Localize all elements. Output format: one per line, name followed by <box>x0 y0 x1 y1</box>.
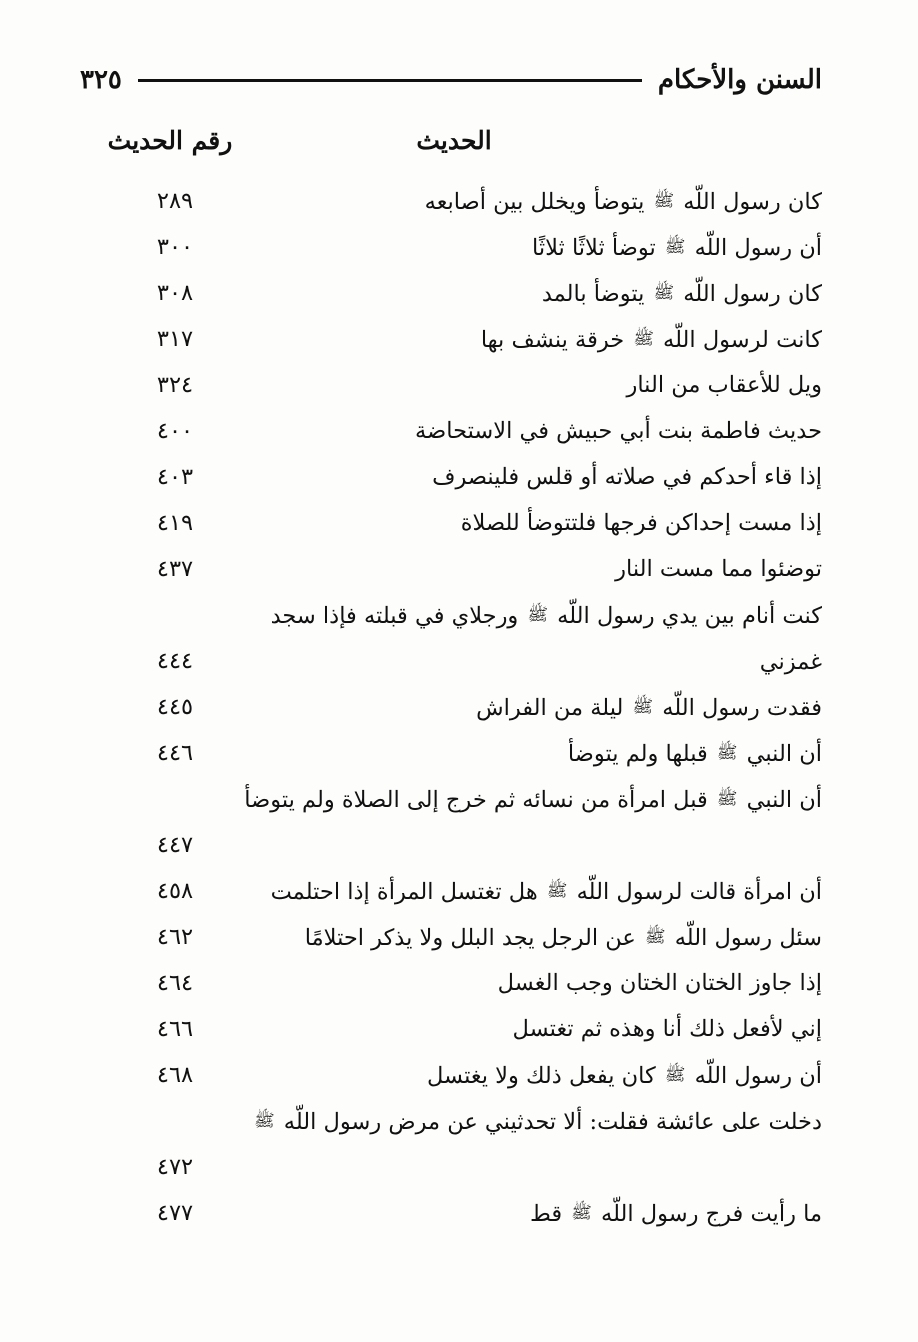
index-row <box>100 362 822 408</box>
salawat-ligature: ﷺ <box>546 881 568 901</box>
hadith-text-part: أن النبي <box>746 787 822 813</box>
salawat-ligature: ﷺ <box>645 927 666 947</box>
index-row <box>100 776 822 868</box>
hadith-text <box>242 1052 822 1099</box>
salawat-ligature: ﷺ <box>716 743 738 763</box>
hadith-text-part: ويل للأعقاب من النار <box>626 372 822 398</box>
hadith-text-part: كنت أنام بين يدي رسول اللّه <box>557 603 822 629</box>
hadith-text-part: أن النبي <box>746 741 822 767</box>
hadith-text-part: حديث فاطمة بنت أبي حبيش في الاستحاضة <box>415 418 822 444</box>
hadith-text <box>242 776 822 823</box>
hadith-text-part: ما رأيت فرج رسول اللّه <box>601 1201 822 1227</box>
hadith-text <box>242 914 822 961</box>
index-row <box>100 454 822 500</box>
index-row <box>100 500 822 546</box>
hadith-number: ٤٠٠ <box>156 418 194 444</box>
index-row <box>100 960 822 1006</box>
index-row <box>100 684 822 730</box>
hadith-index-list <box>100 178 822 1236</box>
hadith-text <box>242 868 822 915</box>
hadith-text-part: قط <box>530 1201 563 1227</box>
running-header <box>80 58 822 102</box>
hadith-text-part: دخلت على عائشة فقلت: ألا تحدثيني عن مرض رسول اللّه <box>283 1109 822 1135</box>
hadith-number: ٤٦٤ <box>156 970 194 996</box>
hadith-text-part: إذا جاوز الختان الختان وجب الغسل <box>497 970 822 996</box>
hadith-text <box>242 500 822 546</box>
hadith-number: ٤٣٧ <box>156 556 194 582</box>
hadith-text-part: فقدت رسول اللّه <box>662 695 822 721</box>
salawat-ligature: ﷺ <box>633 329 654 349</box>
hadith-text-part: يتوضأ بالمد <box>541 281 645 307</box>
header-rule <box>138 79 642 82</box>
index-row <box>100 914 822 960</box>
salawat-ligature: ﷺ <box>653 283 675 303</box>
salawat-ligature: ﷺ <box>664 1065 686 1085</box>
hadith-text <box>242 1098 822 1145</box>
index-row <box>100 1006 822 1052</box>
hadith-number: ٤٧٢ <box>156 1154 194 1180</box>
index-row <box>100 592 822 684</box>
hadith-text-part: كانت لرسول اللّه <box>663 327 822 353</box>
hadith-number: ٤٦٦ <box>156 1016 194 1042</box>
hadith-text <box>242 546 822 592</box>
hadith-column-heading: الحديث <box>416 126 492 155</box>
column-headings <box>100 120 822 166</box>
index-row <box>100 178 822 224</box>
hadith-text <box>242 316 822 363</box>
hadith-text-part: هل تغتسل المرأة إذا احتلمت <box>270 879 538 905</box>
hadith-text-part: يتوضأ ويخلل بين أصابعه <box>424 189 645 215</box>
hadith-number: ٣٢٤ <box>156 372 194 398</box>
hadith-text <box>242 1006 822 1052</box>
hadith-text <box>242 592 822 685</box>
salawat-ligature: ﷺ <box>664 237 686 257</box>
index-row <box>100 408 822 454</box>
hadith-text-part: أن رسول اللّه <box>694 235 822 261</box>
hadith-text-part: أن امرأة قالت لرسول اللّه <box>576 879 822 905</box>
hadith-text-part: كان يفعل ذلك ولا يغتسل <box>426 1063 656 1089</box>
page-number: ٣٢٥ <box>80 65 122 95</box>
hadith-number: ٣٠٨ <box>156 280 194 306</box>
hadith-text-part: أن رسول اللّه <box>694 1063 822 1089</box>
number-column-heading: رقم الحديث <box>107 126 233 155</box>
hadith-text-part: سئل رسول اللّه <box>674 925 822 951</box>
hadith-number: ٤٦٨ <box>156 1062 194 1088</box>
hadith-text-part: كان رسول اللّه <box>683 281 822 307</box>
salawat-ligature: ﷺ <box>527 605 549 625</box>
index-row <box>100 270 822 316</box>
hadith-text-part: قبل امرأة من نسائه ثم خرج إلى الصلاة ولم يتوضأ <box>244 787 708 813</box>
hadith-number: ٤٤٤ <box>156 648 194 674</box>
hadith-number: ٤٤٧ <box>156 832 194 858</box>
salawat-ligature: ﷺ <box>716 789 738 809</box>
index-row <box>100 224 822 270</box>
salawat-ligature: ﷺ <box>571 1203 592 1223</box>
hadith-text-part: عن الرجل يجد البلل ولا يذكر احتلامًا <box>304 925 636 951</box>
hadith-number: ٣١٧ <box>156 326 194 352</box>
hadith-text <box>242 224 822 271</box>
hadith-text <box>242 270 822 317</box>
hadith-text <box>242 684 822 731</box>
hadith-text-part: إذا قاء أحدكم في صلاته أو قلس فلينصرف <box>432 464 822 490</box>
hadith-text-part: توضئوا مما مست النار <box>615 556 822 582</box>
index-row <box>100 868 822 914</box>
hadith-text-part: ليلة من الفراش <box>476 695 624 721</box>
hadith-number: ٣٠٠ <box>156 234 194 260</box>
hadith-text <box>242 408 822 454</box>
hadith-text <box>242 362 822 408</box>
index-row <box>100 1190 822 1236</box>
salawat-ligature: ﷺ <box>254 1111 275 1131</box>
hadith-text <box>242 454 822 500</box>
index-row <box>100 1098 822 1190</box>
salawat-ligature: ﷺ <box>653 191 675 211</box>
hadith-text-part: إذا مست إحداكن فرجها فلتتوضأ للصلاة <box>460 510 822 536</box>
index-row <box>100 1052 822 1098</box>
hadith-number: ٤٤٥ <box>156 694 194 720</box>
book-title: السنن والأحكام <box>657 65 822 95</box>
hadith-text <box>242 730 822 777</box>
hadith-text-part: إني لأفعل ذلك أنا وهذه ثم تغتسل <box>512 1016 822 1042</box>
hadith-text-part: كان رسول اللّه <box>683 189 822 215</box>
index-row <box>100 546 822 592</box>
hadith-text <box>242 960 822 1006</box>
hadith-number: ٤٠٣ <box>156 464 194 490</box>
hadith-number: ٤٥٨ <box>156 878 194 904</box>
hadith-text-part: خرقة ينشف بها <box>480 327 625 353</box>
hadith-text <box>242 1190 822 1237</box>
hadith-number: ٤٤٦ <box>156 740 194 766</box>
hadith-number: ٤١٩ <box>156 510 194 536</box>
hadith-text <box>242 178 822 225</box>
hadith-text-part: توضأ ثلاثًا ثلاثًا <box>531 235 656 261</box>
hadith-text-part: قبلها ولم يتوضأ <box>567 741 708 767</box>
hadith-number: ٤٧٧ <box>156 1200 194 1226</box>
hadith-number: ٢٨٩ <box>156 188 194 214</box>
index-row <box>100 730 822 776</box>
salawat-ligature: ﷺ <box>632 697 654 717</box>
index-row <box>100 316 822 362</box>
hadith-text-part: ورجلاي في قبلته فإذا سجد غمزني <box>270 603 822 675</box>
hadith-number: ٤٦٢ <box>156 924 194 950</box>
